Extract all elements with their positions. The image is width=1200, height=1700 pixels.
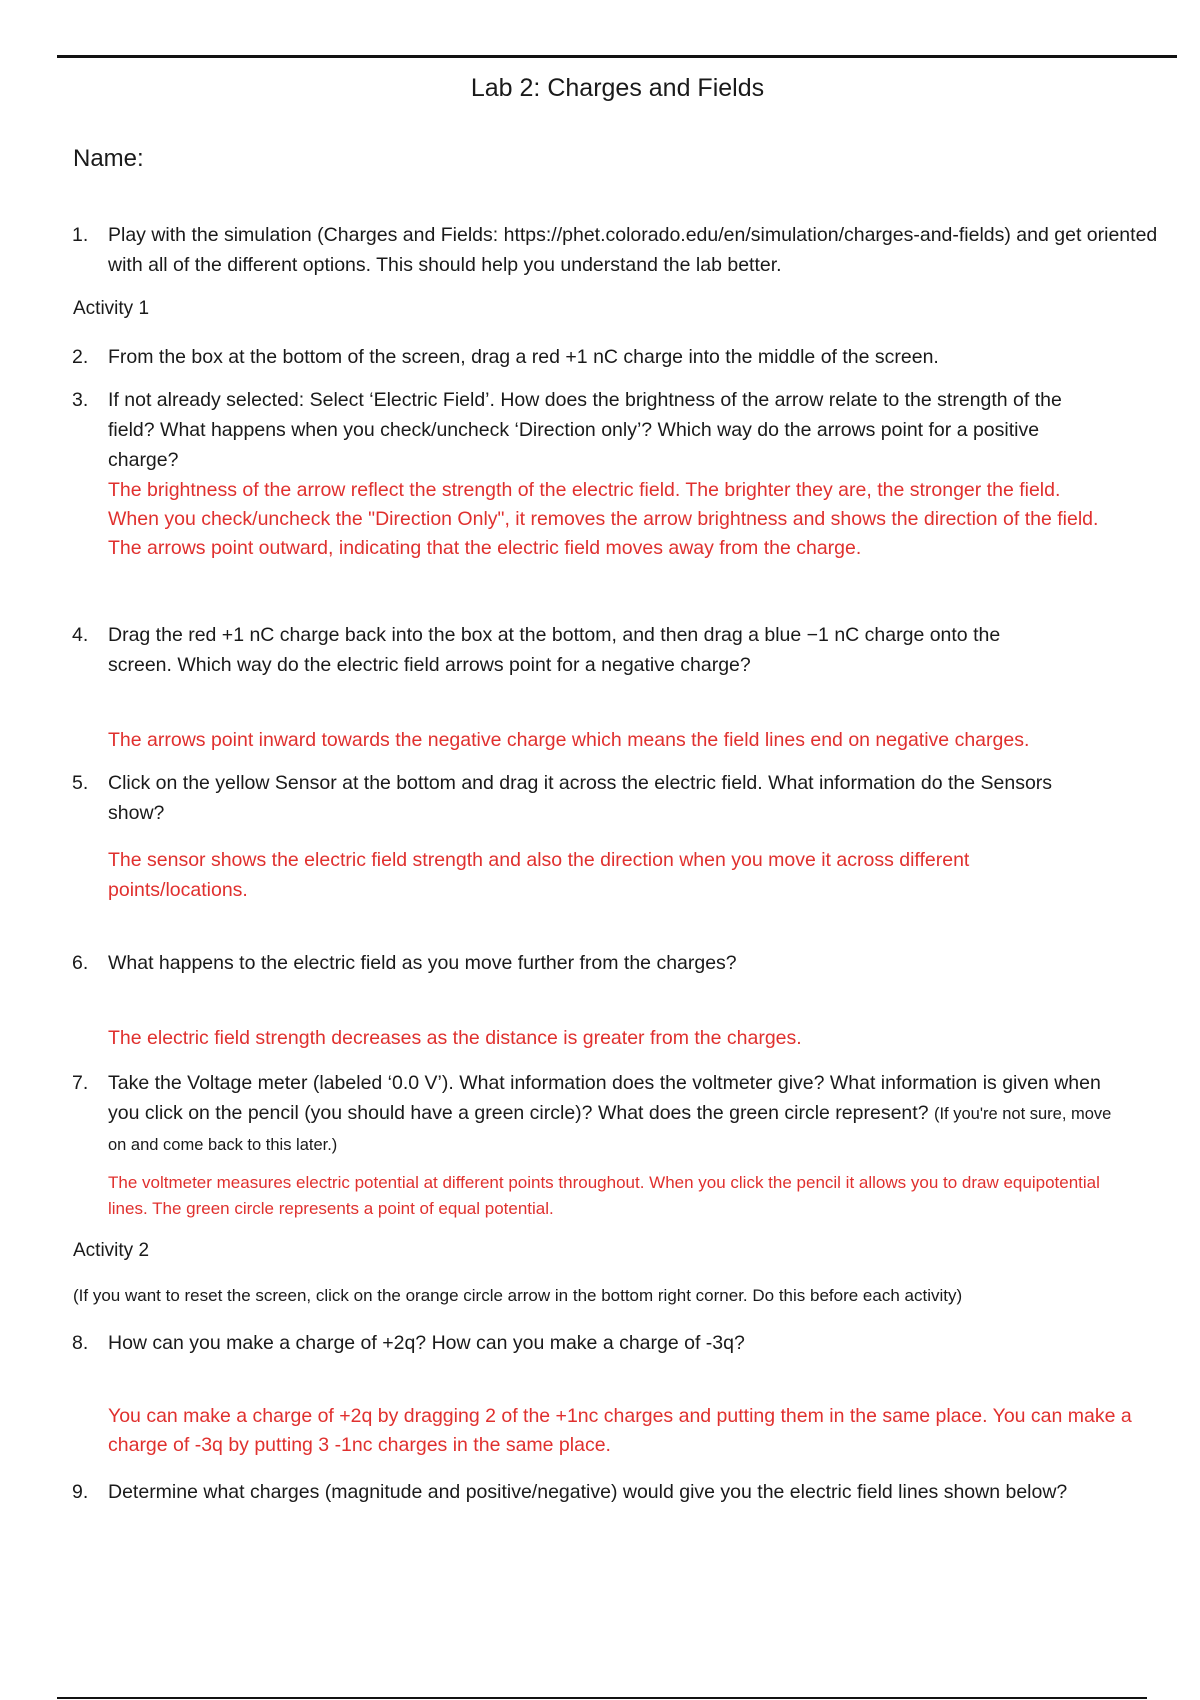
answer-5: The sensor shows the electric field strength and also the direction when you move it across different points/locations.: [108, 849, 970, 901]
answer-3-line-1: The brightness of the arrow reflect the strength of the electric field. The brighter they are, the stronger the field.: [108, 479, 1061, 501]
question-text: How can you make a charge of +2q? How can you make a charge of -3q?: [108, 1332, 745, 1354]
question-2: [72, 342, 1162, 372]
question-number: 6.: [72, 952, 89, 974]
question-4: [72, 620, 1162, 680]
question-text: From the box at the bottom of the screen, drag a red +1 nC charge into the middle of the screen.: [108, 346, 939, 368]
question-7-main: Take the Voltage meter (labeled ‘0.0 V’). What information does the voltmeter give? What information is given when you click on the pencil (you should have a green circle)? What does the green circle represent?: [108, 1072, 1101, 1124]
question-text: [108, 1068, 1128, 1160]
top-rule-extension: [1130, 55, 1177, 57]
question-7-note: (If you're not sure, move on and come back to this later.): [108, 1105, 1112, 1154]
question-5: [72, 768, 1162, 828]
question-text: Determine what charges (magnitude and positive/negative) would give you the electric field lines shown below?: [108, 1481, 1068, 1503]
question-number: 2.: [72, 346, 89, 368]
question-3: [72, 385, 1162, 475]
question-text: Click on the yellow Sensor at the bottom and drag it across the electric field. What information do the Sensors show?: [108, 772, 1053, 824]
answer-8: You can make a charge of +2q by dragging 2 of the +1nc charges and putting them in the same place. You can make a charge of -3q by putting 3 -1nc charges in the same place.: [108, 1405, 1132, 1456]
answer-4: The arrows point inward towards the negative charge which means the field lines end on negative charges.: [108, 729, 1030, 751]
question-text: If not already selected: Select ‘Electric Field’. How does the brightness of the arrow relate to the strength of the field? What happens when you check/uncheck ‘Direction only’? Which way do the arrows point for a positive charge?: [108, 389, 1062, 471]
question-number: 1.: [72, 224, 89, 246]
reset-note: (If you want to reset the screen, click on the orange circle arrow in the bottom right corner. Do this before each activity): [73, 1286, 963, 1305]
answer-6: The electric field strength decreases as the distance is greater from the charges.: [108, 1027, 802, 1049]
question-1: [72, 220, 1162, 280]
activity-2-heading: Activity 2: [73, 1240, 150, 1261]
question-8: [72, 1328, 1162, 1358]
name-label: Name:: [73, 145, 144, 172]
question-number: 5.: [72, 772, 89, 794]
answer-3-line-3: The arrows point outward, indicating that the electric field moves away from the charge.: [108, 537, 862, 559]
answer-7: The voltmeter measures electric potential at different points throughout. When you click the pencil it allows you to draw equipotential lines. The green circle represents a point of equal potential.: [108, 1173, 1100, 1218]
question-number: 9.: [72, 1481, 89, 1503]
bottom-rule: [57, 1697, 1147, 1699]
question-number: 3.: [72, 389, 89, 411]
question-number: 8.: [72, 1332, 89, 1354]
page-title: Lab 2: Charges and Fields: [470, 74, 765, 102]
question-text: What happens to the electric field as you move further from the charges?: [108, 952, 737, 974]
question-number: 7.: [72, 1072, 89, 1094]
question-7: [72, 1068, 1162, 1160]
question-number: 4.: [72, 624, 89, 646]
answer-3-line-2: When you check/uncheck the "Direction Only", it removes the arrow brightness and shows the direction of the field.: [108, 508, 1099, 530]
question-6: [72, 948, 1162, 978]
question-text: Drag the red +1 nC charge back into the box at the bottom, and then drag a blue −1 nC charge onto the screen. Which way do the electric field arrows point for a negative charge?: [108, 624, 1001, 676]
question-9: [72, 1477, 1162, 1507]
top-rule: [57, 55, 1177, 58]
activity-1-heading: Activity 1: [73, 298, 150, 319]
question-text: Play with the simulation (Charges and Fields: https://phet.colorado.edu/en/simulation/charges-and-fields) and get oriented with all of the different options. This should help you understand the lab better.: [108, 224, 1158, 276]
